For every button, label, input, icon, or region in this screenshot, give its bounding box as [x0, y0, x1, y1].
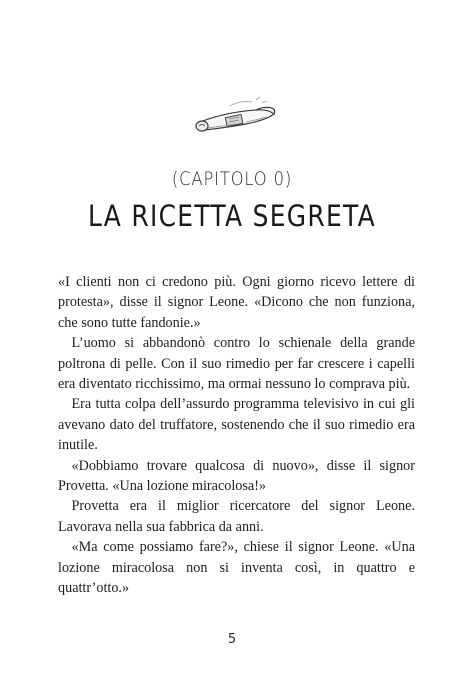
paragraph: Provetta era il miglior ricercatore del signor Leone. Lavorava nella sua fabbrica da anni.: [58, 498, 415, 535]
paragraph: «Dobbiamo trovare qualcosa di nuovo», disse il signor Provetta. «Una lozione miracolosa!»: [58, 457, 415, 495]
paragraph: L’uomo si abbandonò contro lo schienale della grande poltrona di pelle. Con il suo rimedio per far crescere i capelli era diventato ricchissimo, ma ormai nessuno lo comprava più.: [58, 335, 415, 393]
paragraph: Era tutta colpa dell’assurdo programma televisivo in cui gli avevano dato del truffatore, sostenendo che il suo rimedio era inutile.: [58, 396, 415, 454]
chapter-number: (CAPITOLO 0): [171, 168, 293, 190]
rolled-scroll-icon: [186, 96, 282, 140]
chapter-title: LA RICETTA SEGRETA: [88, 199, 376, 233]
paragraph: «I clienti non ci credono più. Ogni giorno ricevo lettere di protesta», disse il signor Leone. «Dicono che non funziona, che sono tutte fandonie.»: [58, 274, 415, 331]
chapter-body: [58, 272, 415, 599]
paragraph: «Ma come possiamo fare?», chiese il signor Leone. «Una lozione miracolosa non si inventa così, in quattro e quattr’otto.»: [58, 539, 415, 597]
page-number: 5: [227, 632, 237, 647]
